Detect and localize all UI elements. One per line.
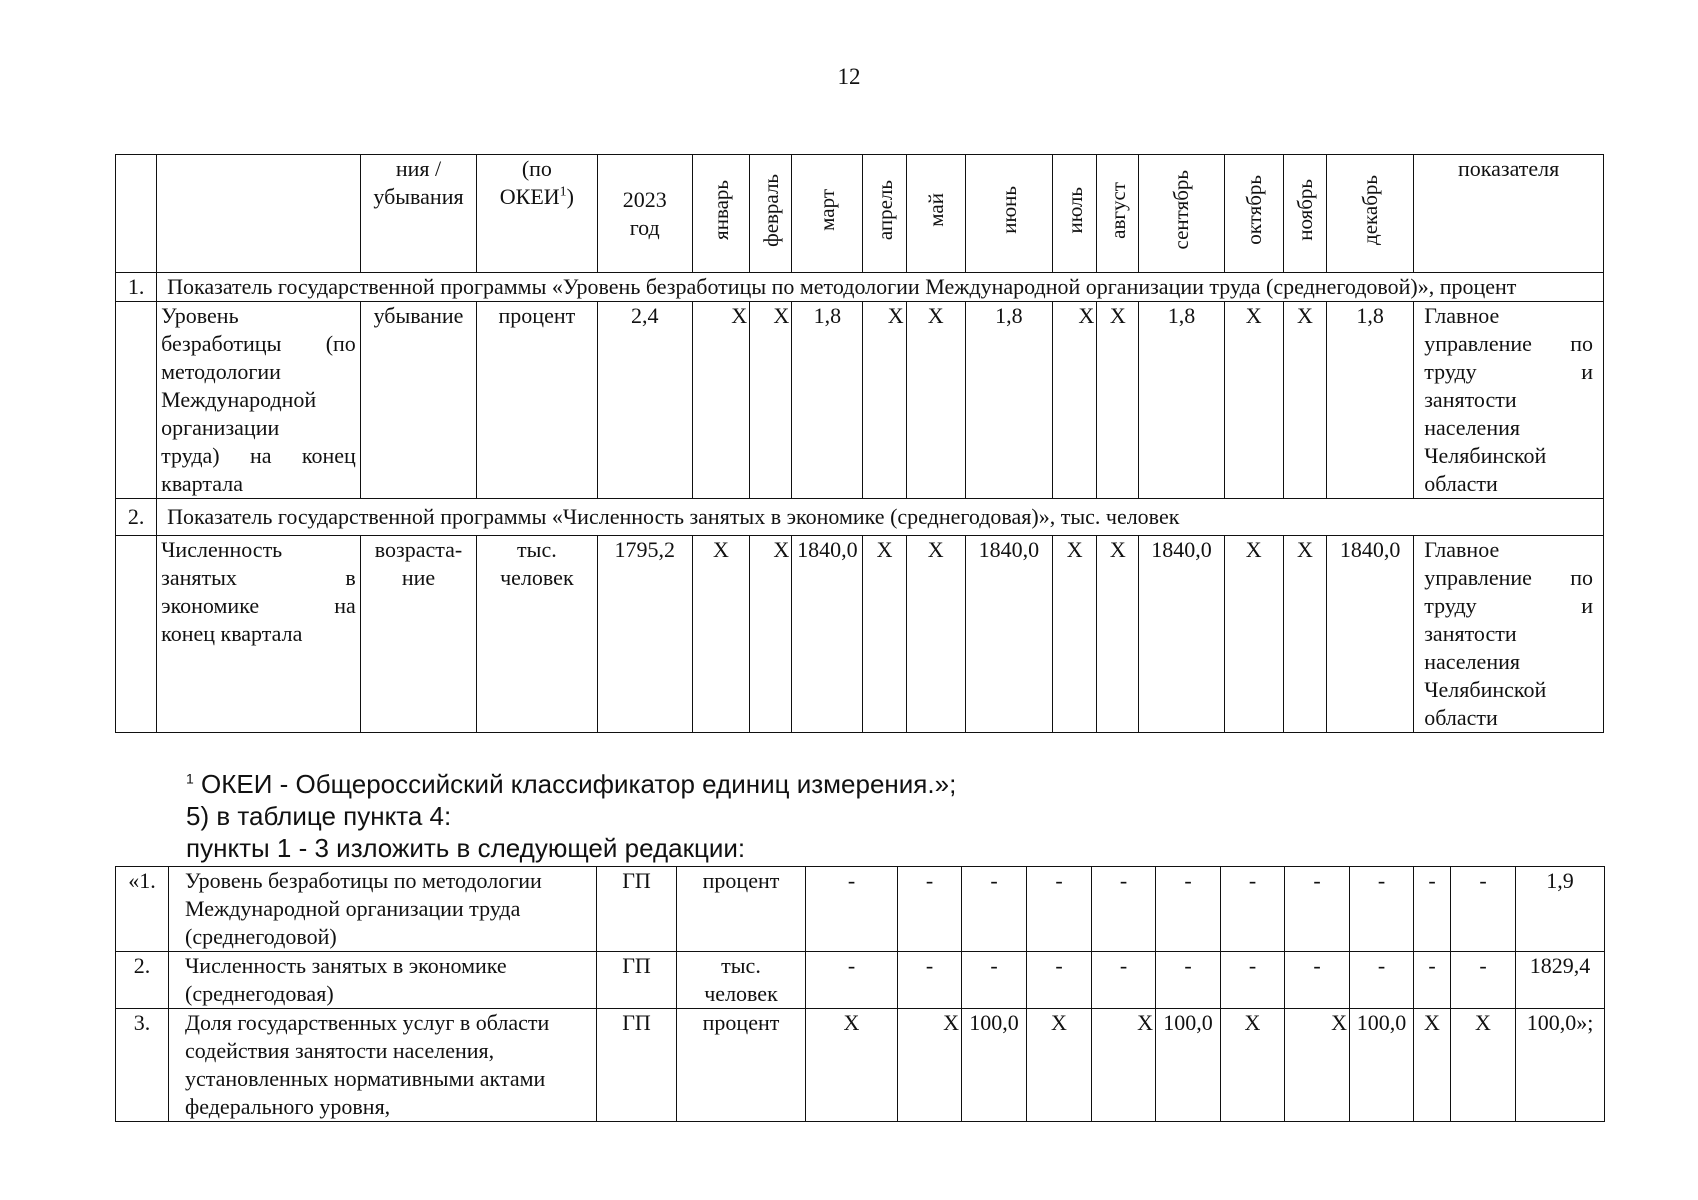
month-value: X xyxy=(1053,302,1097,499)
unit-line: человек xyxy=(704,981,778,1006)
month-value: - xyxy=(1221,867,1285,952)
header-month xyxy=(1224,155,1283,273)
indicator-name xyxy=(157,536,361,733)
unit xyxy=(677,952,806,1009)
month-value: X xyxy=(898,1009,962,1122)
month-value: - xyxy=(898,867,962,952)
header-month xyxy=(750,155,792,273)
name-line: конец квартала xyxy=(161,621,303,646)
table-row xyxy=(116,867,1605,952)
month-value: X xyxy=(1027,1009,1092,1122)
month-value: 1840,0 xyxy=(792,536,863,733)
header-cell xyxy=(157,155,361,273)
responsible-line: занятости xyxy=(1424,621,1517,646)
month-value: - xyxy=(1156,952,1221,1009)
footnote-text xyxy=(186,769,956,799)
unit-line: тыс. xyxy=(721,953,761,978)
header-year-label: год xyxy=(629,214,660,240)
unit-line: тыс. xyxy=(517,537,557,562)
month-value: X xyxy=(1092,1009,1156,1122)
month-label: август xyxy=(1105,181,1130,239)
section-title: Показатель государственной программы «Численность занятых в экономике (среднегодовая)», тыс. человек xyxy=(157,499,1604,536)
month-value: 1,8 xyxy=(1326,302,1413,499)
page-number: 12 xyxy=(837,64,861,89)
month-value: X xyxy=(692,536,749,733)
base-value: 2,4 xyxy=(597,302,692,499)
month-value: X xyxy=(1414,1009,1451,1122)
table-row xyxy=(116,536,1604,733)
month-value: X xyxy=(1221,1009,1285,1122)
name-line: организации xyxy=(161,415,280,440)
month-value: - xyxy=(1350,952,1414,1009)
responsible-body xyxy=(1414,302,1604,499)
name-line: Уровень xyxy=(161,303,239,328)
month-value: X xyxy=(1097,536,1139,733)
section-row xyxy=(116,499,1604,536)
month-label: февраль xyxy=(758,173,783,247)
month-value: X xyxy=(750,302,792,499)
table-row xyxy=(116,1009,1605,1122)
unit: процент xyxy=(477,302,597,499)
name-line: (среднегодовая) xyxy=(185,981,334,1006)
responsible-line: Челябинской xyxy=(1424,443,1547,468)
month-label: май xyxy=(923,193,948,227)
month-value: X xyxy=(1224,536,1283,733)
section-number: 1. xyxy=(116,273,157,302)
month-value: - xyxy=(806,867,898,952)
month-value: - xyxy=(962,867,1027,952)
name-line: безработицы (по xyxy=(161,331,356,356)
direction-line: ние xyxy=(401,565,436,590)
month-label: апрель xyxy=(872,179,897,241)
month-value: X xyxy=(906,536,965,733)
level: ГП xyxy=(597,1009,677,1122)
responsible-line: области xyxy=(1424,471,1498,496)
header-year: 2023 xyxy=(622,186,667,212)
month-value: - xyxy=(1221,952,1285,1009)
table-row xyxy=(116,302,1604,499)
month-value: X xyxy=(806,1009,898,1122)
name-line: Уровень безработицы по методологии xyxy=(185,868,542,893)
total-value: 1,9 xyxy=(1516,867,1605,952)
header-month xyxy=(1053,155,1097,273)
total-value: 100,0»; xyxy=(1516,1009,1605,1122)
responsible-line: населения xyxy=(1424,649,1520,674)
month-value: 1,8 xyxy=(965,302,1052,499)
month-value: X xyxy=(1283,302,1326,499)
responsible-line: Главное xyxy=(1424,537,1500,562)
month-value: - xyxy=(806,952,898,1009)
name-line: Международной организации труда xyxy=(185,896,521,921)
footnote-line: ОКЕИ - Общероссийский классификатор единиц измерения.»; xyxy=(193,769,957,799)
month-value: - xyxy=(1414,952,1451,1009)
direction-line: возраста- xyxy=(374,537,463,562)
name-line: содействия занятости населения, xyxy=(185,1038,495,1063)
responsible-body xyxy=(1414,536,1604,733)
section-row xyxy=(116,273,1604,302)
header-direction: ния / убывания xyxy=(360,155,476,273)
table-row xyxy=(116,952,1605,1009)
month-value: - xyxy=(1285,867,1350,952)
name-line: экономике на xyxy=(161,593,356,618)
section-title: Показатель государственной программы «Уровень безработицы по методологии Международной организации труда (среднегодовой)», процент xyxy=(157,273,1604,302)
header-month xyxy=(1283,155,1326,273)
month-value: - xyxy=(1414,867,1451,952)
row-number: 2. xyxy=(116,952,169,1009)
responsible-line: управление по xyxy=(1424,331,1593,356)
month-value: - xyxy=(1451,867,1516,952)
footnote-mark: 1 xyxy=(186,770,194,787)
row-number xyxy=(116,536,157,733)
month-label: декабрь xyxy=(1358,175,1383,245)
footnote-mark: 1 xyxy=(559,184,567,200)
header-month xyxy=(965,155,1052,273)
month-value: - xyxy=(1027,952,1092,1009)
month-value: - xyxy=(1092,867,1156,952)
responsible-line: занятости xyxy=(1424,387,1517,412)
month-label: март xyxy=(815,189,840,231)
responsible-line: Главное xyxy=(1424,303,1500,328)
header-month xyxy=(792,155,863,273)
base-value: 1795,2 xyxy=(597,536,692,733)
month-value: X xyxy=(1285,1009,1350,1122)
month-value: - xyxy=(1451,952,1516,1009)
month-value: X xyxy=(1053,536,1097,733)
name-line: Численность xyxy=(161,537,283,562)
month-value: X xyxy=(1097,302,1139,499)
name-line: (среднегодовой) xyxy=(185,924,337,949)
month-value: 1840,0 xyxy=(1139,536,1224,733)
header-responsible: показателя xyxy=(1414,155,1604,273)
month-label: январь xyxy=(708,180,733,240)
month-label: июнь xyxy=(996,186,1021,234)
month-value: 1840,0 xyxy=(1326,536,1413,733)
name-line: Международной xyxy=(161,387,317,412)
name-line: методологии xyxy=(161,359,281,384)
name-line: установленных нормативными актами xyxy=(185,1066,546,1091)
row-number xyxy=(116,302,157,499)
month-value: 1,8 xyxy=(1139,302,1224,499)
month-label: июль xyxy=(1062,186,1087,234)
amendment-text: 5) в таблице пункта 4: xyxy=(186,801,452,831)
month-value: X xyxy=(906,302,965,499)
month-label: ноябрь xyxy=(1292,179,1317,241)
month-value: - xyxy=(1092,952,1156,1009)
month-value: 1,8 xyxy=(792,302,863,499)
header-month xyxy=(1326,155,1413,273)
header-month xyxy=(863,155,906,273)
month-value: 1840,0 xyxy=(965,536,1052,733)
name-line: квартала xyxy=(161,471,243,496)
indicator-name xyxy=(169,952,597,1009)
unit: процент xyxy=(677,1009,806,1122)
section-number: 2. xyxy=(116,499,157,536)
unit-line: человек xyxy=(500,565,574,590)
month-value: - xyxy=(962,952,1027,1009)
header-unit xyxy=(477,155,597,273)
indicators-table xyxy=(115,154,1604,733)
header-month xyxy=(1097,155,1139,273)
month-value: X xyxy=(863,302,906,499)
month-value: - xyxy=(898,952,962,1009)
unit: процент xyxy=(677,867,806,952)
name-line: Доля государственных услуг в области xyxy=(185,1010,550,1035)
total-value: 1829,4 xyxy=(1516,952,1605,1009)
direction xyxy=(360,536,476,733)
month-value: 100,0 xyxy=(962,1009,1027,1122)
row-number: «1. xyxy=(116,867,169,952)
month-value: - xyxy=(1350,867,1414,952)
name-line: занятых в xyxy=(161,565,356,590)
name-line: Численность занятых в экономике xyxy=(185,953,507,978)
direction: убывание xyxy=(360,302,476,499)
month-value: 100,0 xyxy=(1156,1009,1221,1122)
row-number: 3. xyxy=(116,1009,169,1122)
header-month xyxy=(1139,155,1224,273)
month-value: - xyxy=(1285,952,1350,1009)
header-cell xyxy=(116,155,157,273)
level: ГП xyxy=(597,867,677,952)
month-label: октябрь xyxy=(1241,175,1266,245)
indicator-name xyxy=(169,1009,597,1122)
amended-table xyxy=(115,866,1605,1122)
header-month xyxy=(906,155,965,273)
month-value: X xyxy=(863,536,906,733)
month-value: X xyxy=(750,536,792,733)
name-line: труда) на конец xyxy=(161,443,356,468)
month-value: X xyxy=(1224,302,1283,499)
amendment-text: пункты 1 - 3 изложить в следующей редакции: xyxy=(186,833,746,863)
month-value: X xyxy=(692,302,749,499)
responsible-line: области xyxy=(1424,705,1498,730)
table-header-row xyxy=(116,155,1604,273)
month-value: - xyxy=(1156,867,1221,952)
month-label: сентябрь xyxy=(1169,170,1194,250)
responsible-line: населения xyxy=(1424,415,1520,440)
indicator-name xyxy=(169,867,597,952)
header-month xyxy=(692,155,749,273)
name-line: федерального уровня, xyxy=(185,1094,391,1119)
responsible-line: управление по xyxy=(1424,565,1593,590)
header-unit-line: ) xyxy=(566,184,574,209)
level: ГП xyxy=(597,952,677,1009)
month-value: 100,0 xyxy=(1350,1009,1414,1122)
header-unit-line: ОКЕИ xyxy=(499,184,560,209)
unit xyxy=(477,536,597,733)
header-base-year xyxy=(597,155,692,273)
month-value: X xyxy=(1283,536,1326,733)
responsible-line: Челябинской xyxy=(1424,677,1547,702)
indicator-name xyxy=(157,302,361,499)
responsible-line: труду и xyxy=(1424,593,1593,618)
header-unit-line: (по xyxy=(521,156,552,181)
month-value: X xyxy=(1451,1009,1516,1122)
month-value: - xyxy=(1027,867,1092,952)
responsible-line: труду и xyxy=(1424,359,1593,384)
